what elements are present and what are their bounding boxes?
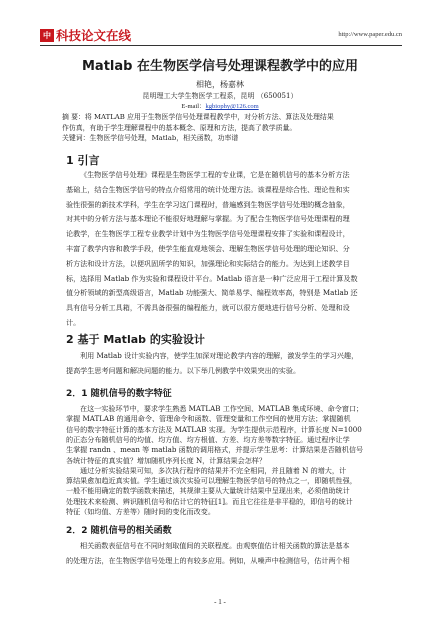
header-rule	[40, 45, 402, 46]
text-line: 析方法和设计方法，以便巩固所学的知识，加强理论和实际结合的能力。为达到上述教学目	[66, 258, 350, 268]
text-line: 处理技术来检测、辨识随机信号和估计它的特征[1]。而且它往往是非平稳的，即信号的统计	[66, 496, 353, 506]
subsection-heading-2-1: 2．1 随机信号的数字特征	[66, 389, 172, 399]
text-line: 掌握 MATLAB 的通用命令、管理命令和函数、管理变量和工作空间的使用方法；掌握随机	[66, 414, 351, 424]
journal-logo[interactable]	[40, 28, 132, 53]
logo-mark: 中国	[40, 29, 54, 42]
text-line: 算结果愈加趋近真实值。学生通过该次实验可以理解生物医学信号的特点之一，即随机性强，	[66, 476, 357, 486]
text-line: 信号的数字特征计算的基本方法及 MATLAB 实现。为学生提供示范程序，计算长度 N=1000	[66, 424, 362, 434]
text-line: 的处理方法，在生物医学信号处理上的有较多应用。例如，从噪声中检测信号，估计两个相	[66, 555, 350, 565]
text-line: 丰富了教学内容和教学手段，使学生能直观地领会、理解生物医学信号处理的理论知识、分	[66, 244, 350, 253]
abstract-line: 作仿真，有助于学生理解课程中的基本概念、原理和方法，提高了教学质量。	[62, 123, 297, 132]
text-line: 特征（如均值、方差等）随时间的变化而改变。	[66, 507, 215, 516]
email-line	[0, 101, 440, 110]
text-line: 具有信号分析工具箱，不需具备很强的编程能力，就可以很方便地进行信号分析、处理和设	[66, 303, 350, 313]
text-line: 基础上，结合生物医学信号的特点介绍常用的统计处理方法。该课程是综合性、理论性和实	[66, 184, 350, 194]
email-label: E-mail：	[181, 103, 206, 110]
keywords-line: 关键词：生物医学信号处理，Matlab，相关函数，功率谱	[62, 134, 239, 142]
section-heading-intro: 1 引言	[66, 154, 100, 167]
email-link[interactable]: kgbiophy@126.com	[205, 103, 259, 110]
text-line: 值分析领域的新型高级语言，Matlab 功能强大、简单易学、编程效率高，特别是 Matlab 还	[66, 288, 358, 298]
text-line: 通过分析实验结果可知，多次执行程序的结果并不完全相同，并且随着 N 的增大，计	[80, 465, 347, 475]
text-line: 《生物医学信号处理》课程是生物医学工程的专业课，它是在随机信号的基本分析方法	[80, 170, 350, 179]
journal-header	[40, 28, 402, 53]
page-number: - 1 -	[214, 598, 226, 606]
text-line: 相关函数表征信号在不同时刻取值间的关联程度。由观察值估计相关函数的算法是基本	[80, 541, 350, 550]
header-url[interactable]: http://www.paper.edu.cn	[338, 31, 402, 38]
text-line: 提高学生思考问题和解决问题的能力。以下举几例教学中效果突出的实验。	[66, 365, 301, 375]
text-line: 验性很强的新技术学科，学生在学习这门课程时，普遍感到生物医学信号处理的概念抽象，	[66, 199, 350, 209]
subsection-heading-2-2: 2．2 随机信号的相关函数	[66, 526, 172, 536]
text-line: 各统计特征的真实值？增加随机序列长度 N，计算结果会怎样？	[66, 455, 266, 465]
text-line: 标，选择用 Matlab 作为实验和课程设计平台。Matlab 语言是一种广泛应用于工程计算及数	[66, 273, 358, 283]
section-heading-experiment: 2 基于 Matlab 的实验设计	[66, 333, 205, 346]
text-line: 一般不能用确定的数学函数来描述，其规律主要从大量统计结果中呈现出来，必须借助统计	[66, 486, 350, 496]
authors: 相艳，杨嘉林	[196, 80, 244, 89]
text-line: 生掌握 randn 、mean 等 matlab 函数的调用格式，并提示学生思考：计算结果是否随机信号	[66, 445, 364, 455]
text-line: 论教学，在生物医学工程专业教学计划中为生物医学信号处理课程安排了实验和课程设计，	[66, 229, 350, 239]
abstract-line: 摘 要：将 MATLAB 应用于生物医学信号处理课程教学中，对分析方法、算法及处理结果	[62, 113, 334, 121]
text-line: 利用 Matlab 设计实验内容，使学生加深对理论教学内容的理解，激发学生的学习兴趣，	[80, 351, 359, 360]
text-line: 的正态分布随机信号的均值、均方值、均方根值、方差、均方差等数字特征。通过程序让学	[66, 434, 350, 444]
text-line: 计。	[66, 318, 81, 327]
text-line: 在这一实验环节中，要求学生熟悉 MATLAB 工作空间、MATLAB 集成环境、命令窗口；	[80, 404, 364, 413]
affiliation: 昆明理工大学生物医学工程系，昆明 （650051）	[142, 92, 298, 100]
paper-title: Matlab 在生物医学信号处理课程教学中的应用	[82, 59, 358, 74]
text-line: 对其中的分析方法与基本理论不能很好地理解与掌握。为了配合生物医学信号处理课程的理	[66, 214, 350, 224]
logo-text: 科技论文在线	[56, 28, 132, 43]
